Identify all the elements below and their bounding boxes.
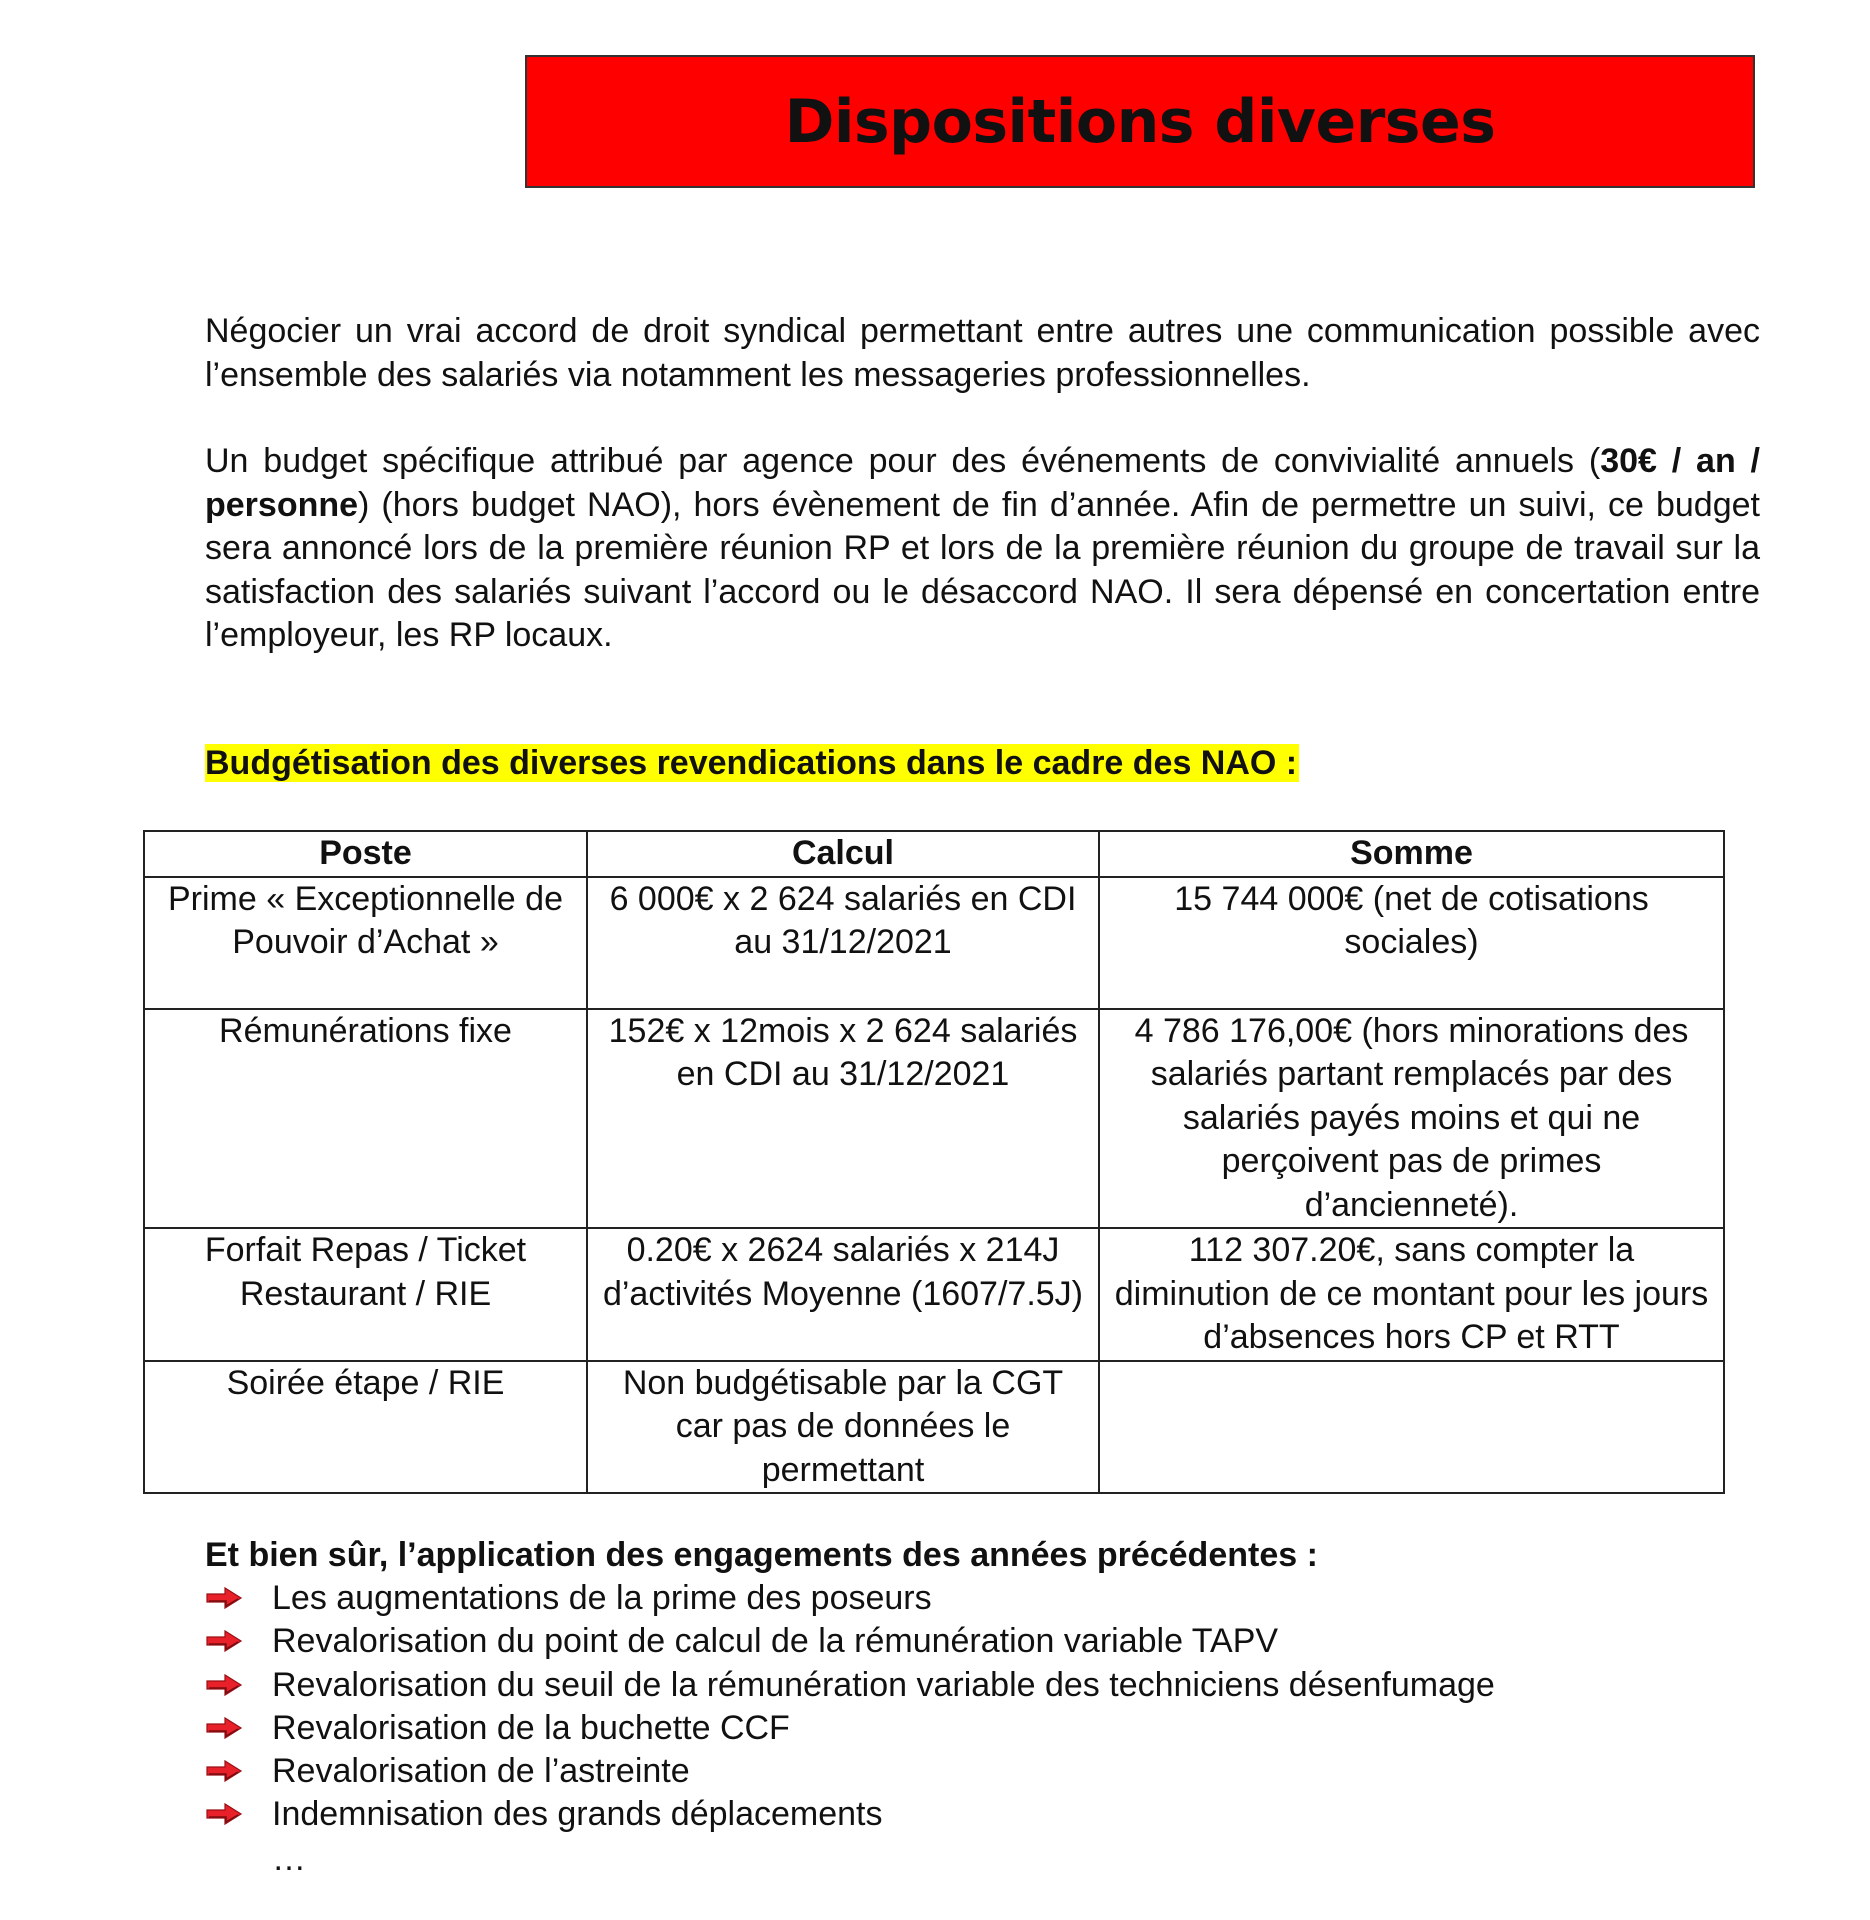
list-item [205,1707,1495,1750]
table-cell-somme: 112 307.20€, sans compter la diminution de ce montant pour les jours d’absences hors CP et RTT [1099,1228,1724,1361]
table-cell-calcul: 0.20€ x 2624 salariés x 214J d’activités Moyenne (1607/7.5J) [587,1228,1099,1361]
list-item [205,1750,1495,1793]
paragraph-budget-convivialite [205,440,1760,658]
red-arrow-icon [205,1586,243,1610]
table-row [144,877,1724,1009]
list-item [205,1664,1495,1707]
list-item-label: Revalorisation du point de calcul de la rémunération variable TAPV [272,1622,1279,1661]
table-cell-calcul: Non budgétisable par la CGT car pas de données le permettant [587,1361,1099,1494]
list-item-label: Revalorisation du seuil de la rémunération variable des techniciens désenfumage [272,1665,1495,1704]
column-header-calcul: Calcul [587,831,1099,877]
red-arrow-icon [205,1802,243,1826]
table-cell-poste: Prime « Exceptionnelle de Pouvoir d’Achat » [144,877,587,1009]
engagements-heading: Et bien sûr, l’application des engagements des années précédentes : [205,1536,1318,1574]
table-cell-poste: Forfait Repas / Ticket Restaurant / RIE [144,1228,587,1361]
table-cell-calcul: 6 000€ x 2 624 salariés en CDI au 31/12/2021 [587,877,1099,1009]
list-item-label: Revalorisation de l’astreinte [272,1752,690,1791]
table-row [144,1361,1724,1494]
budget-table [143,830,1725,1494]
list-item [205,1577,1495,1620]
column-header-poste: Poste [144,831,587,877]
table-cell-somme: 15 744 000€ (net de cotisations sociales) [1099,877,1724,1009]
red-arrow-icon [205,1716,243,1740]
page-title: Dispositions diverses [784,86,1496,157]
table-row [144,1228,1724,1361]
column-header-somme: Somme [1099,831,1724,877]
table-row [144,1009,1724,1229]
paragraph-budget-text-end: ) (hors budget NAO), hors évènement de fin d’année. Afin de permettre un suivi, ce budget sera annoncé lors de la première réunion RP et lors de la première réunion du groupe de travail sur la satisfaction des salariés suivant l’accord ou le désaccord NAO. Il sera dépensé en concertation entre l’employeur, les RP locaux. [205,485,1760,654]
table-cell-somme: 4 786 176,00€ (hors minorations des salariés partant remplacés par des salariés payés moins et qui ne perçoivent pas de primes d’ancienneté). [1099,1009,1724,1229]
paragraph-droit-syndical: Négocier un vrai accord de droit syndical permettant entre autres une communication possible avec l’ensemble des salariés via notamment les messageries professionnelles. [205,312,1760,394]
table-cell-somme [1099,1361,1724,1494]
red-arrow-icon [205,1673,243,1697]
red-arrow-icon [205,1759,243,1783]
table-cell-poste: Soirée étape / RIE [144,1361,587,1494]
engagements-list [205,1577,1495,1837]
red-arrow-icon [205,1629,243,1653]
paragraph-budget-text-start: Un budget spécifique attribué par agence pour des événements de convivialité annuels ( [205,442,1601,480]
table-cell-poste: Rémunérations fixe [144,1009,587,1229]
table-header-row [144,831,1724,877]
list-item-label: Indemnisation des grands déplacements [272,1795,883,1834]
budget-heading [205,742,1299,785]
list-item-label: Les augmentations de la prime des poseurs [272,1579,932,1617]
title-banner [525,55,1755,188]
list-ellipsis: … [272,1840,306,1878]
budget-heading-text: Budgétisation des diverses revendications dans le cadre des NAO : [205,744,1298,782]
list-item-label: Revalorisation de la buchette CCF [272,1708,790,1747]
list-item [205,1620,1495,1663]
paragraph-budget-amount: 30€ / an / personne [205,442,1760,524]
list-item [205,1793,1495,1836]
table-cell-calcul: 152€ x 12mois x 2 624 salariés en CDI au 31/12/2021 [587,1009,1099,1229]
